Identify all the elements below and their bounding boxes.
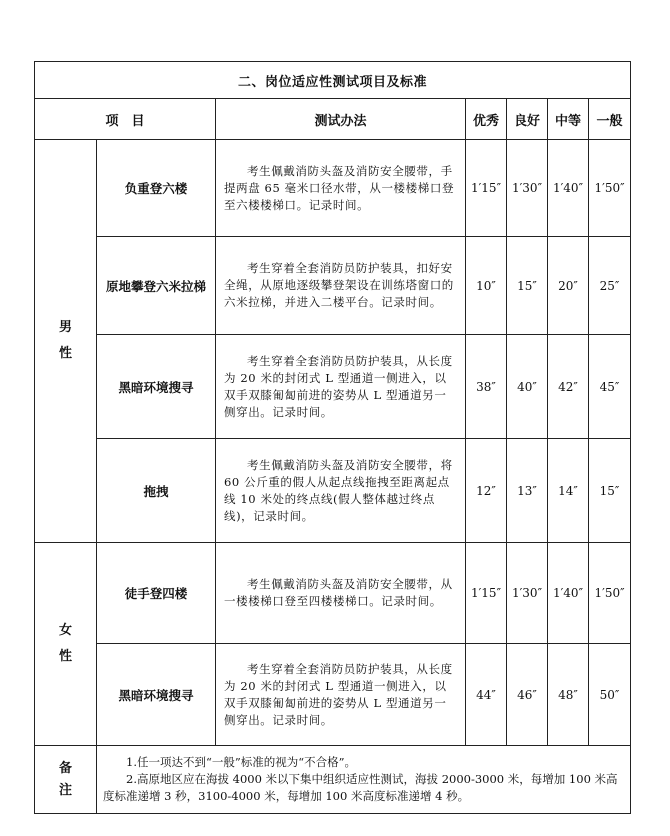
header-excellent: 优秀 [466, 99, 507, 140]
table-row [35, 439, 631, 543]
notes-row [35, 746, 631, 814]
test-method [216, 335, 466, 439]
header-method: 测试办法 [216, 99, 466, 140]
gender-female-cell [35, 543, 97, 746]
score-good: 15″ [507, 237, 548, 335]
score-good: 1′30″ [507, 140, 548, 237]
score-medium: 48″ [548, 644, 589, 746]
score-good: 13″ [507, 439, 548, 543]
test-method-text: 考生佩戴消防头盔及消防安全腰带，手提两盘 65 毫米口径水带，从一楼楼梯口登至六楼楼梯口。记录时间。 [224, 163, 455, 212]
test-method [216, 543, 466, 644]
test-method-text: 考生佩戴消防头盔及消防安全腰带，从一楼楼梯口登至四楼楼梯口。记录时间。 [224, 577, 453, 608]
score-medium: 14″ [548, 439, 589, 543]
score-medium: 1′40″ [548, 140, 589, 237]
test-method-text: 考生穿着全套消防员防护装具，扣好安全绳，从原地逐级攀登架设在训练塔窗口的六米拉梯，并进入二楼平台。记录时间。 [224, 261, 454, 309]
gender-female-label-top: 女 [58, 623, 72, 638]
table-row [35, 644, 631, 746]
score-excellent: 1′15″ [466, 140, 507, 237]
header-row [35, 99, 631, 140]
test-method-text: 考生穿着全套消防员防护装具，从长度为 20 米的封闭式 L 型通道一侧进入，以双手双膝匍匐前进的姿势从 L 型通道另一侧穿出。记录时间。 [224, 353, 453, 419]
header-general: 一般 [589, 99, 631, 140]
item-name: 徒手登四楼 [97, 543, 216, 644]
title-row [35, 62, 631, 99]
notes-label-bottom: 注 [58, 782, 72, 798]
score-excellent: 38″ [466, 335, 507, 439]
score-general: 1′50″ [589, 140, 631, 237]
table-title: 二、岗位适应性测试项目及标准 [35, 62, 631, 99]
score-excellent: 10″ [466, 237, 507, 335]
gender-male-cell [35, 140, 97, 543]
notes-label-top: 备 [58, 760, 72, 776]
score-general: 45″ [589, 335, 631, 439]
item-name: 负重登六楼 [97, 140, 216, 237]
item-name: 黑暗环境搜寻 [97, 335, 216, 439]
gender-male-label-top: 男 [58, 320, 72, 335]
score-general: 50″ [589, 644, 631, 746]
header-good: 良好 [507, 99, 548, 140]
notes-content [97, 746, 631, 814]
table-row [35, 335, 631, 439]
score-general: 25″ [589, 237, 631, 335]
header-item: 项 目 [35, 99, 216, 140]
test-method-text: 考生佩戴消防头盔及消防安全腰带，将 60 公斤重的假人从起点线拖拽至距离起点线 10 米处的终点线(假人整体越过终点线)，记录时间。 [224, 457, 453, 523]
header-medium: 中等 [548, 99, 589, 140]
score-good: 1′30″ [507, 543, 548, 644]
test-method [216, 140, 466, 237]
score-good: 46″ [507, 644, 548, 746]
test-method [216, 237, 466, 335]
item-name: 拖拽 [97, 439, 216, 543]
score-excellent: 44″ [466, 644, 507, 746]
gender-female-label-bottom: 性 [58, 649, 72, 664]
score-excellent: 1′15″ [466, 543, 507, 644]
table-row [35, 543, 631, 644]
table-row [35, 140, 631, 237]
score-medium: 20″ [548, 237, 589, 335]
table-row [35, 237, 631, 335]
score-good: 40″ [507, 335, 548, 439]
gender-male-label-bottom: 性 [58, 346, 72, 361]
test-method [216, 439, 466, 543]
notes-label-cell [35, 746, 97, 814]
score-excellent: 12″ [466, 439, 507, 543]
score-general: 1′50″ [589, 543, 631, 644]
score-general: 15″ [589, 439, 631, 543]
item-name: 原地攀登六米拉梯 [97, 237, 216, 335]
score-medium: 1′40″ [548, 543, 589, 644]
note-line-1: 1.任一项达不到“一般”标准的视为“不合格”。 [126, 755, 356, 769]
score-medium: 42″ [548, 335, 589, 439]
standards-table-wrapper [34, 61, 630, 814]
item-name: 黑暗环境搜寻 [97, 644, 216, 746]
note-line-2: 2.高原地区应在海拔 4000 米以下集中组织适应性测试，海拔 2000-3000 米，每增加 100 米高度标准递增 3 秒，3100-4000 米，每增加 100 米高度标准递增 4 秒。 [103, 772, 618, 803]
test-method [216, 644, 466, 746]
test-method-text: 考生穿着全套消防员防护装具，从长度为 20 米的封闭式 L 型通道一侧进入，以双手双膝匍匐前进的姿势从 L 型通道另一侧穿出。记录时间。 [224, 661, 453, 727]
fitness-test-standards-table [34, 61, 631, 814]
